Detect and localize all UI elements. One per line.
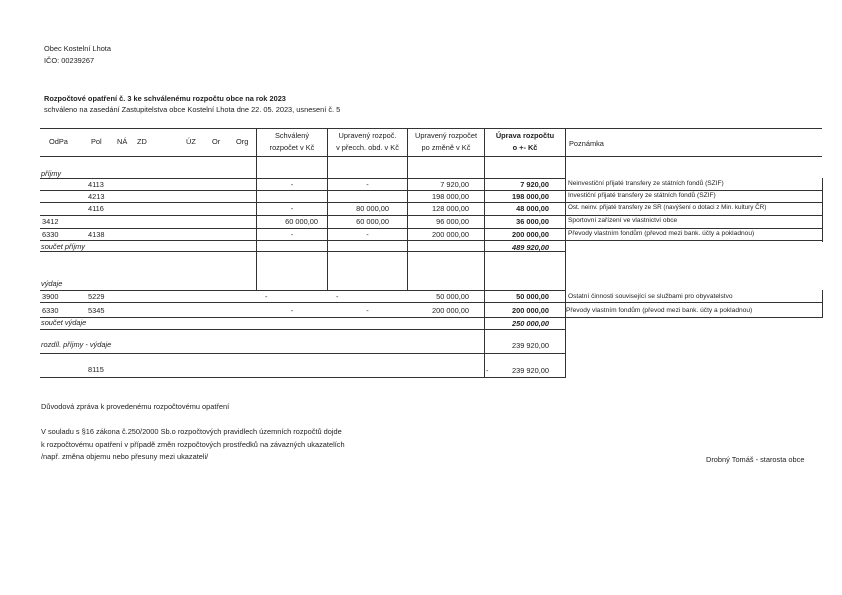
row-border xyxy=(40,317,822,318)
cell-adjusted: - xyxy=(336,292,339,301)
row-border xyxy=(40,228,822,229)
header-divider xyxy=(565,128,566,156)
cell-adjusted: - xyxy=(366,230,369,239)
row-border xyxy=(40,290,566,291)
cell-after: 7 920,00 xyxy=(440,180,469,189)
ico: IČO: 00239267 xyxy=(44,56,95,65)
row-border xyxy=(40,302,822,303)
row-border xyxy=(40,353,566,354)
cell-odpa: 6330 xyxy=(42,230,59,239)
col-header-after-line2: po změně v Kč xyxy=(421,143,471,152)
note-right-border xyxy=(822,290,823,318)
expense-total-value: 250 000,00 xyxy=(512,319,549,328)
cell-after: 96 000,00 xyxy=(436,217,469,226)
cell-change: 48 000,00 xyxy=(516,204,549,213)
explanatory-heading: Důvodová zpráva k provedenému rozpočtovému opatření xyxy=(41,402,230,411)
col-header-zd: ZD xyxy=(137,137,147,146)
col-header-approved-line2: rozpočet v Kč xyxy=(269,143,315,152)
cell-change: 36 000,00 xyxy=(516,217,549,226)
cell-change: 200 000,00 xyxy=(512,230,549,239)
cell-after: 128 000,00 xyxy=(432,204,469,213)
cell-note: Sportovní zařízení ve vlastnictví obce xyxy=(568,217,678,224)
table-header-border xyxy=(40,156,822,157)
col-header-or: Or xyxy=(212,137,221,146)
document-title: Rozpočtové opatření č. 3 ke schválenému rozpočtu obce na rok 2023 xyxy=(44,94,286,103)
cell-pol: 4213 xyxy=(88,192,105,201)
col-header-pol: Pol xyxy=(91,137,102,146)
cell-adjusted: 60 000,00 xyxy=(356,217,389,226)
col-header-adjusted-line1: Upravený rozpoč. xyxy=(338,131,397,140)
cell-note: Převody vlastním fondům (převod mezi bank. účty a pokladnou) xyxy=(566,307,753,314)
mayor-signature: Drobný Tomáš - starosta obce xyxy=(706,455,805,464)
cell-change: 198 000,00 xyxy=(512,192,549,201)
cell-approved: - xyxy=(290,204,294,213)
cell-after: 198 000,00 xyxy=(432,192,469,201)
cell-note: Investiční přijaté transfery ze státních fondů (SZIF) xyxy=(568,192,716,199)
income-total-label: součet příjmy xyxy=(41,242,85,251)
cell-pol: 4116 xyxy=(88,204,104,213)
cell-odpa: 3900 xyxy=(42,292,59,301)
col-header-change-line2: o +- Kč xyxy=(512,143,538,152)
cell-odpa: 3412 xyxy=(42,217,59,226)
difference-value: 239 920,00 xyxy=(512,341,549,350)
row-border xyxy=(40,329,566,330)
cell-note: Ostatní činnosti související se službami pro obyvatelstvo xyxy=(568,293,733,300)
cell-note: Neinvestiční přijaté transfery ze státních fondů (SZIF) xyxy=(568,180,724,187)
cell-adjusted: - xyxy=(366,180,369,189)
row-border xyxy=(40,240,822,241)
row-border xyxy=(40,215,822,216)
explanatory-line-3: /např. změna objemu nebo přesuny mezi ukazateli/ xyxy=(41,452,209,461)
cell-pol: 4113 xyxy=(88,180,104,189)
cell-approved: - xyxy=(265,292,268,301)
cell-pol: 4138 xyxy=(88,230,105,239)
col-header-note: Poznámka xyxy=(569,139,604,148)
explanatory-line-2: k rozpočtovému opatření v případě změn rozpočtových prostředků na závazných ukazatelích xyxy=(41,440,345,449)
cell-odpa: 6330 xyxy=(42,306,59,315)
cell-change: 50 000,00 xyxy=(516,292,549,301)
income-section-label: příjmy xyxy=(41,169,62,178)
cell-change: 200 000,00 xyxy=(512,306,549,315)
row-border xyxy=(40,178,566,179)
col-header-after-change xyxy=(408,130,484,154)
col-divider xyxy=(407,251,408,291)
cell-note: Převody vlastním fondům (převod mezi bank. účty a pokladnou) xyxy=(568,230,755,237)
explanatory-line-1: V souladu s §16 zákona č.250/2000 Sb.o rozpočtových pravidlech územních rozpočtů dojde xyxy=(41,427,342,436)
expense-section-label: výdaje xyxy=(41,279,63,288)
financing-value: 239 920,00 xyxy=(512,366,549,375)
financing-sign: - xyxy=(486,366,489,375)
table-top-border xyxy=(40,128,822,129)
col-divider xyxy=(256,251,257,291)
income-total-value: 489 920,00 xyxy=(512,243,549,252)
municipality-name: Obec Kostelní Lhota xyxy=(44,44,111,53)
table-bottom-border xyxy=(40,377,566,378)
cell-approved: 60 000,00 xyxy=(285,217,318,226)
col-header-adjusted xyxy=(328,130,407,154)
col-header-org: Org xyxy=(236,137,249,146)
col-header-approved-line1: Schválený xyxy=(274,131,310,140)
col-header-approved xyxy=(257,130,327,154)
col-header-adjusted-line2: v přecch. obd. v Kč xyxy=(336,143,399,152)
cell-pol: 5345 xyxy=(88,306,105,315)
cell-after: 200 000,00 xyxy=(432,230,469,239)
expense-total-label: součet výdaje xyxy=(41,318,87,327)
col-header-after-line1: Upravený rozpočet xyxy=(414,131,478,140)
cell-approved: - xyxy=(290,180,294,189)
note-right-border xyxy=(822,178,823,242)
col-header-na: NÁ xyxy=(117,137,128,146)
col-header-change-line1: Úprava rozpočtu xyxy=(495,131,555,140)
cell-note: Ost. neinv. přijaté transfery ze SR (navýšení o dotaci z Min. kultury ČR) xyxy=(568,204,767,211)
col-header-odpa: OdPa xyxy=(49,137,68,146)
cell-after: 50 000,00 xyxy=(436,292,469,301)
cell-adjusted: - xyxy=(366,306,369,315)
cell-change: 7 920,00 xyxy=(520,180,549,189)
approval-note: schváleno na zasedání Zastupitelstva obce Kostelní Lhota dne 22. 05. 2023, usnesení č. 5 xyxy=(44,105,341,114)
row-border xyxy=(40,190,822,191)
col-header-uz: ÚZ xyxy=(186,137,196,146)
cell-pol: 5229 xyxy=(88,292,105,301)
cell-adjusted: 80 000,00 xyxy=(356,204,389,213)
cell-approved: - xyxy=(290,306,294,315)
col-divider xyxy=(327,251,328,291)
cell-after: 200 000,00 xyxy=(432,306,469,315)
difference-label: rozdíl. příjmy - výdaje xyxy=(41,340,112,349)
cell-approved: - xyxy=(290,230,294,239)
financing-pol: 8115 xyxy=(88,365,104,374)
row-border xyxy=(40,202,822,203)
col-header-change xyxy=(485,130,565,154)
